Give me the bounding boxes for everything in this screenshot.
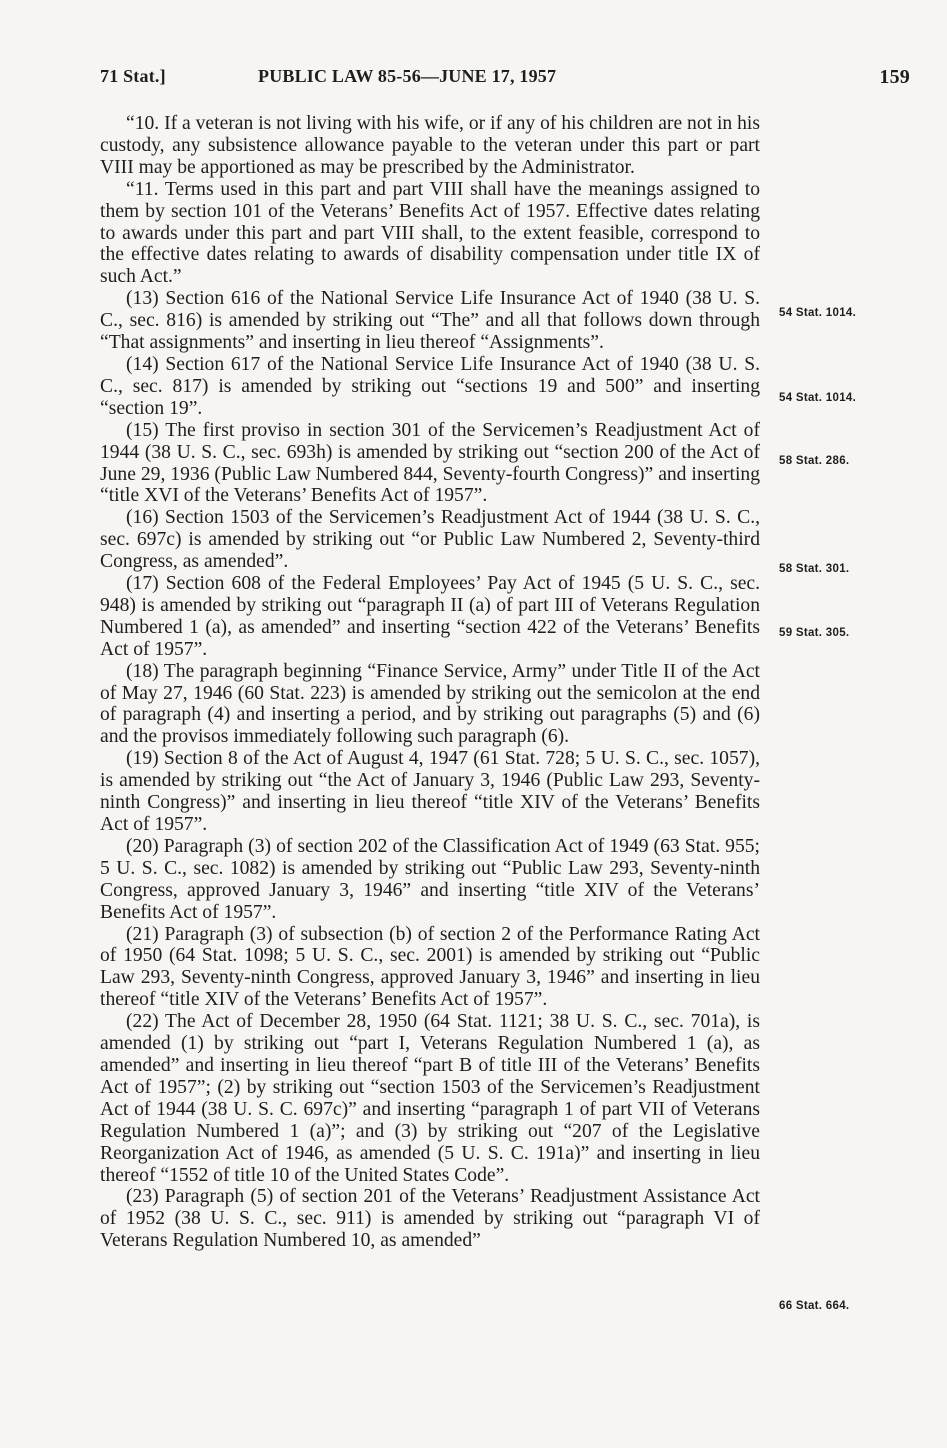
- page-title: PUBLIC LAW 85-56—JUNE 17, 1957: [258, 66, 557, 86]
- page-number: 159: [879, 66, 910, 88]
- paragraph-18: (18) The paragraph beginning “Finance Service, Army” under Title II of the Act of May 27, 1946 (60 Stat. 223) is amended by striking out the semicolon at the end of paragraph (4) and inserting a period, and by striking out paragraphs (5) and (6) and the provisos immediately following such paragraph (6).: [100, 660, 760, 748]
- paragraph-10: “10. If a veteran is not living with his wife, or if any of his children are not in his custody, any subsistence allowance payable to the veteran under this part or part VIII may be apportioned as may be prescribed by the Administrator.: [100, 113, 760, 178]
- paragraph-13: (13) Section 616 of the National Service Life Insurance Act of 1940 (38 U. S. C., sec. 816) is amended by striking out “The” and all that follows down through “That assignments” and inserting in lieu thereof “Assignments”.: [100, 288, 760, 354]
- paragraph-11: “11. Terms used in this part and part VIII shall have the meanings assigned to them by section 101 of the Veterans’ Benefits Act of 1957. Effective dates relating to awards under this part and part VIII shall, to the extent feasible, correspond to the effective dates relating to awards of disability compensation under title IX of such Act.”: [100, 178, 760, 288]
- paragraph-16: (16) Section 1503 of the Servicemen’s Readjustment Act of 1944 (38 U. S. C., sec. 697c) is amended by striking out “or Public Law Numbered 2, Seventy-third Congress, as amended”.: [100, 507, 760, 573]
- paragraph-20: (20) Paragraph (3) of section 202 of the Classification Act of 1949 (63 Stat. 955; 5 U. S. C., sec. 1082) is amended by striking out “Public Law 293, Seventy-ninth Congress, approved January 3, 1946” and inserting “title XIV of the Veterans’ Benefits Act of 1957”.: [100, 835, 760, 923]
- paragraph-21: (21) Paragraph (3) of subsection (b) of section 2 of the Performance Rating Act of 1950 (64 Stat. 1098; 5 U. S. C., sec. 2001) is amended by striking out “Public Law 293, Seventy-ninth Congress, approved January 3, 1946” and inserting in lieu thereof “title XIV of the Veterans’ Benefits Act of 1957”.: [100, 923, 760, 1011]
- paragraph-23: (23) Paragraph (5) of section 201 of the Veterans’ Readjustment Assistance Act of 1952 (38 U. S. C., sec. 911) is amended by striking out “paragraph VI of Veterans Regulation Numbered 10, as amended”: [100, 1186, 760, 1252]
- margin-citation: 58 Stat. 286.: [779, 455, 850, 467]
- margin-citation: 59 Stat. 305.: [779, 627, 850, 639]
- volume-reference: 71 Stat.]: [100, 66, 166, 86]
- statute-text: [100, 113, 760, 1252]
- margin-citation: 54 Stat. 1014.: [779, 392, 857, 404]
- running-header: [100, 66, 910, 90]
- paragraph-15: (15) The first proviso in section 301 of the Servicemen’s Readjustment Act of 1944 (38 U. S. C., sec. 693h) is amended by striking out “section 200 of the Act of June 29, 1936 (Public Law Numbered 844, Seventy-fourth Congress)” and inserting “title XVI of the Veterans’ Benefits Act of 1957”.: [100, 419, 760, 507]
- margin-citation: 66 Stat. 664.: [779, 1300, 850, 1312]
- paragraph-19: (19) Section 8 of the Act of August 4, 1947 (61 Stat. 728; 5 U. S. C., sec. 1057), is amended by striking out “the Act of January 3, 1946 (Public Law 293, Seventy-ninth Congress)” and inserting in lieu thereof “title XIV of the Veterans’ Benefits Act of 1957”.: [100, 748, 760, 835]
- margin-citation: 54 Stat. 1014.: [779, 307, 857, 319]
- paragraph-17: (17) Section 608 of the Federal Employees’ Pay Act of 1945 (5 U. S. C., sec. 948) is amended by striking out “paragraph II (a) of part III of Veterans Regulation Numbered 1 (a), as amended” and inserting “section 422 of the Veterans’ Benefits Act of 1957”.: [100, 573, 760, 660]
- paragraph-22: (22) The Act of December 28, 1950 (64 Stat. 1121; 38 U. S. C., sec. 701a), is amended (1) by striking out “part I, Veterans Regulation Numbered 1 (a), as amended” and inserting in lieu thereof “part B of title III of the Veterans’ Benefits Act of 1957”; (2) by striking out “section 1503 of the Servicemen’s Readjustment Act of 1944 (38 U. S. C. 697c)” and inserting “paragraph 1 of part VII of Veterans Regulation Numbered 1 (a)”; and (3) by striking out “207 of the Legislative Reorganization Act of 1946, as amended (5 U. S. C. 191a)” and inserting in lieu thereof “1552 of title 10 of the United States Code”.: [100, 1011, 760, 1186]
- margin-citation: 58 Stat. 301.: [779, 563, 850, 575]
- paragraph-14: (14) Section 617 of the National Service Life Insurance Act of 1940 (38 U. S. C., sec. 817) is amended by striking out “sections 19 and 500” and inserting “section 19”.: [100, 353, 760, 419]
